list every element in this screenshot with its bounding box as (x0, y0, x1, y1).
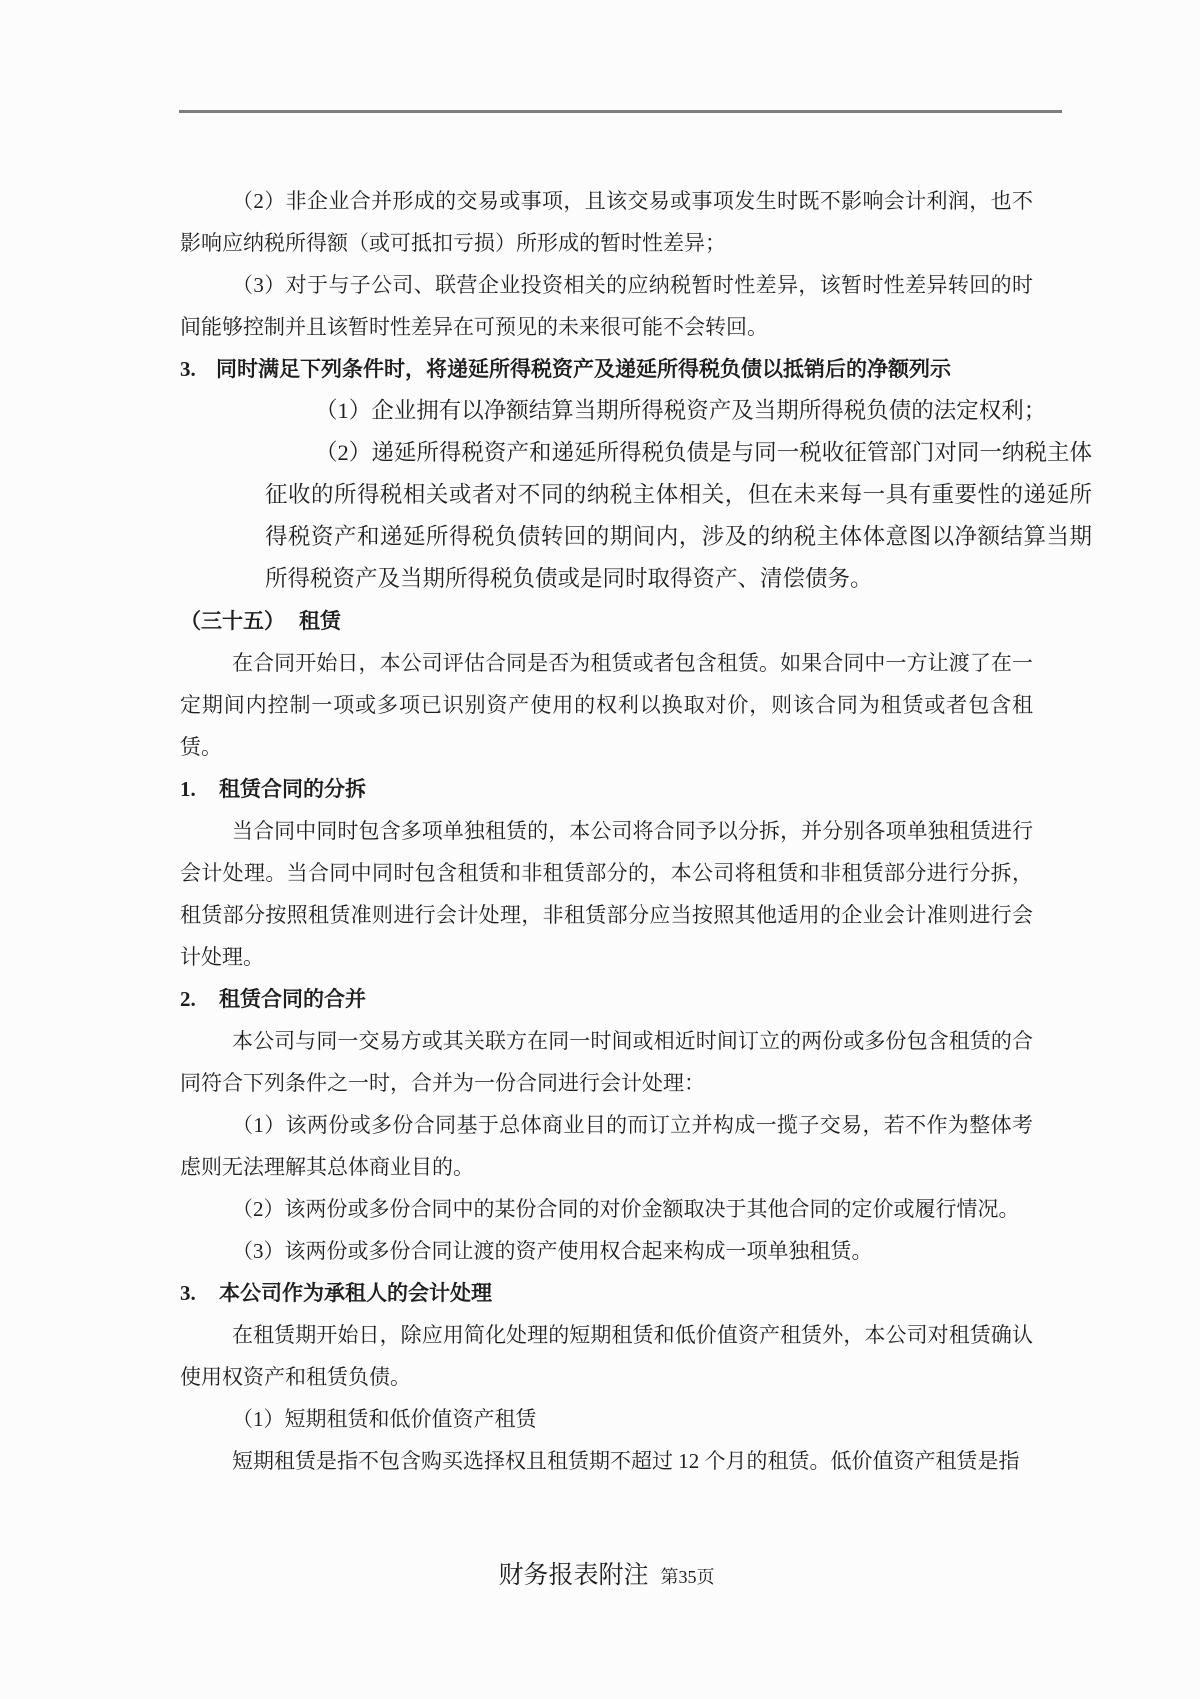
merge-condition-2: （2）该两份或多份合同中的某份合同的对价金额取决于其他合同的定价或履行情况。 (232, 1197, 1020, 1221)
footer-page-number: 第35页 (660, 1567, 715, 1587)
heading-lease-merge (180, 978, 1033, 1020)
heading-title: 租赁合同的分拆 (219, 777, 366, 801)
netting-condition-1: （1）企业拥有以净额结算当期所得税资产及当期所得税负债的法定权利； (315, 398, 1047, 423)
netting-conditions-block (265, 390, 1092, 600)
heading-lease-split (180, 768, 1033, 810)
heading-number: 1. (180, 777, 196, 801)
paragraph-lease-split-body: 当合同中同时包含多项单独租赁的，本公司将合同予以分拆，并分别各项单独租赁进行会计处理。当合同中同时包含租赁和非租赁部分的，本公司将租赁和非租赁部分进行分拆，租赁部分按照租赁准则进行会计处理，非租赁部分应当按照其他适用的企业会计准则进行会计处理。 (180, 819, 1033, 969)
heading-title: 同时满足下列条件时，将递延所得税资产及递延所得税负债以抵销后的净额列示 (216, 357, 951, 381)
section-title: 租赁 (299, 609, 341, 633)
heading-section-35 (180, 600, 1033, 642)
paragraph-lease-merge-body: 本公司与同一交易方或其关联方在同一时间或相近时间订立的两份或多份包含租赁的合同符合下列条件之一时，合并为一份合同进行会计处理： (180, 1029, 1033, 1095)
heading-number: 3. (180, 357, 196, 381)
heading-number: 3. (180, 1281, 196, 1305)
paragraph-short-term-lease-title: （1）短期租赁和低价值资产租赁 (232, 1407, 537, 1431)
heading-title: 本公司作为承租人的会计处理 (219, 1281, 492, 1305)
heading-number: 2. (180, 987, 196, 1011)
footer-title: 财务报表附注 (498, 1562, 649, 1589)
paragraph-short-term-lease-body: 短期租赁是指不包含购买选择权且租赁期不超过 12 个月的租赁。低价值资产租赁是指 (232, 1449, 1020, 1473)
merge-condition-1: （1）该两份或多份合同基于总体商业目的而订立并构成一揽子交易，若不作为整体考虑则无法理解其总体商业目的。 (180, 1113, 1033, 1179)
document-content (180, 0, 1092, 1482)
section-number: （三十五） (180, 609, 285, 633)
paragraph-lessee-body: 在租赁期开始日，除应用简化处理的短期租赁和低价值资产租赁外，本公司对租赁确认使用权资产和租赁负债。 (180, 1323, 1033, 1389)
page-footer (180, 1556, 1033, 1599)
heading-lessee-accounting (180, 1272, 1033, 1314)
netting-condition-2: （2）递延所得税资产和递延所得税负债是与同一税收征管部门对同一纳税主体征收的所得税相关或者对不同的纳税主体相关，但在未来每一具有重要性的递延所得税资产和递延所得税负债转回的期间内，涉及的纳税主体体意图以净额结算当期所得税资产及当期所得税负债或是同时取得资产、清偿债务。 (265, 440, 1092, 591)
heading-net-presentation (180, 348, 1033, 390)
paragraph-deferred-tax-item2: （2）非企业合并形成的交易或事项，且该交易或事项发生时既不影响会计利润，也不影响应纳税所得额（或可抵扣亏损）所形成的暂时性差异； (180, 189, 1033, 255)
paragraph-lease-intro: 在合同开始日，本公司评估合同是否为租赁或者包含租赁。如果合同中一方让渡了在一定期间内控制一项或多项已识别资产使用的权利以换取对价，则该合同为租赁或者包含租赁。 (180, 651, 1033, 759)
paragraph-deferred-tax-item3: （3）对于与子公司、联营企业投资相关的应纳税暂时性差异，该暂时性差异转回的时间能够控制并且该暂时性差异在可预见的未来很可能不会转回。 (180, 273, 1033, 339)
merge-condition-3: （3）该两份或多份合同让渡的资产使用权合起来构成一项单独租赁。 (232, 1239, 873, 1263)
heading-title: 租赁合同的合并 (219, 987, 366, 1011)
